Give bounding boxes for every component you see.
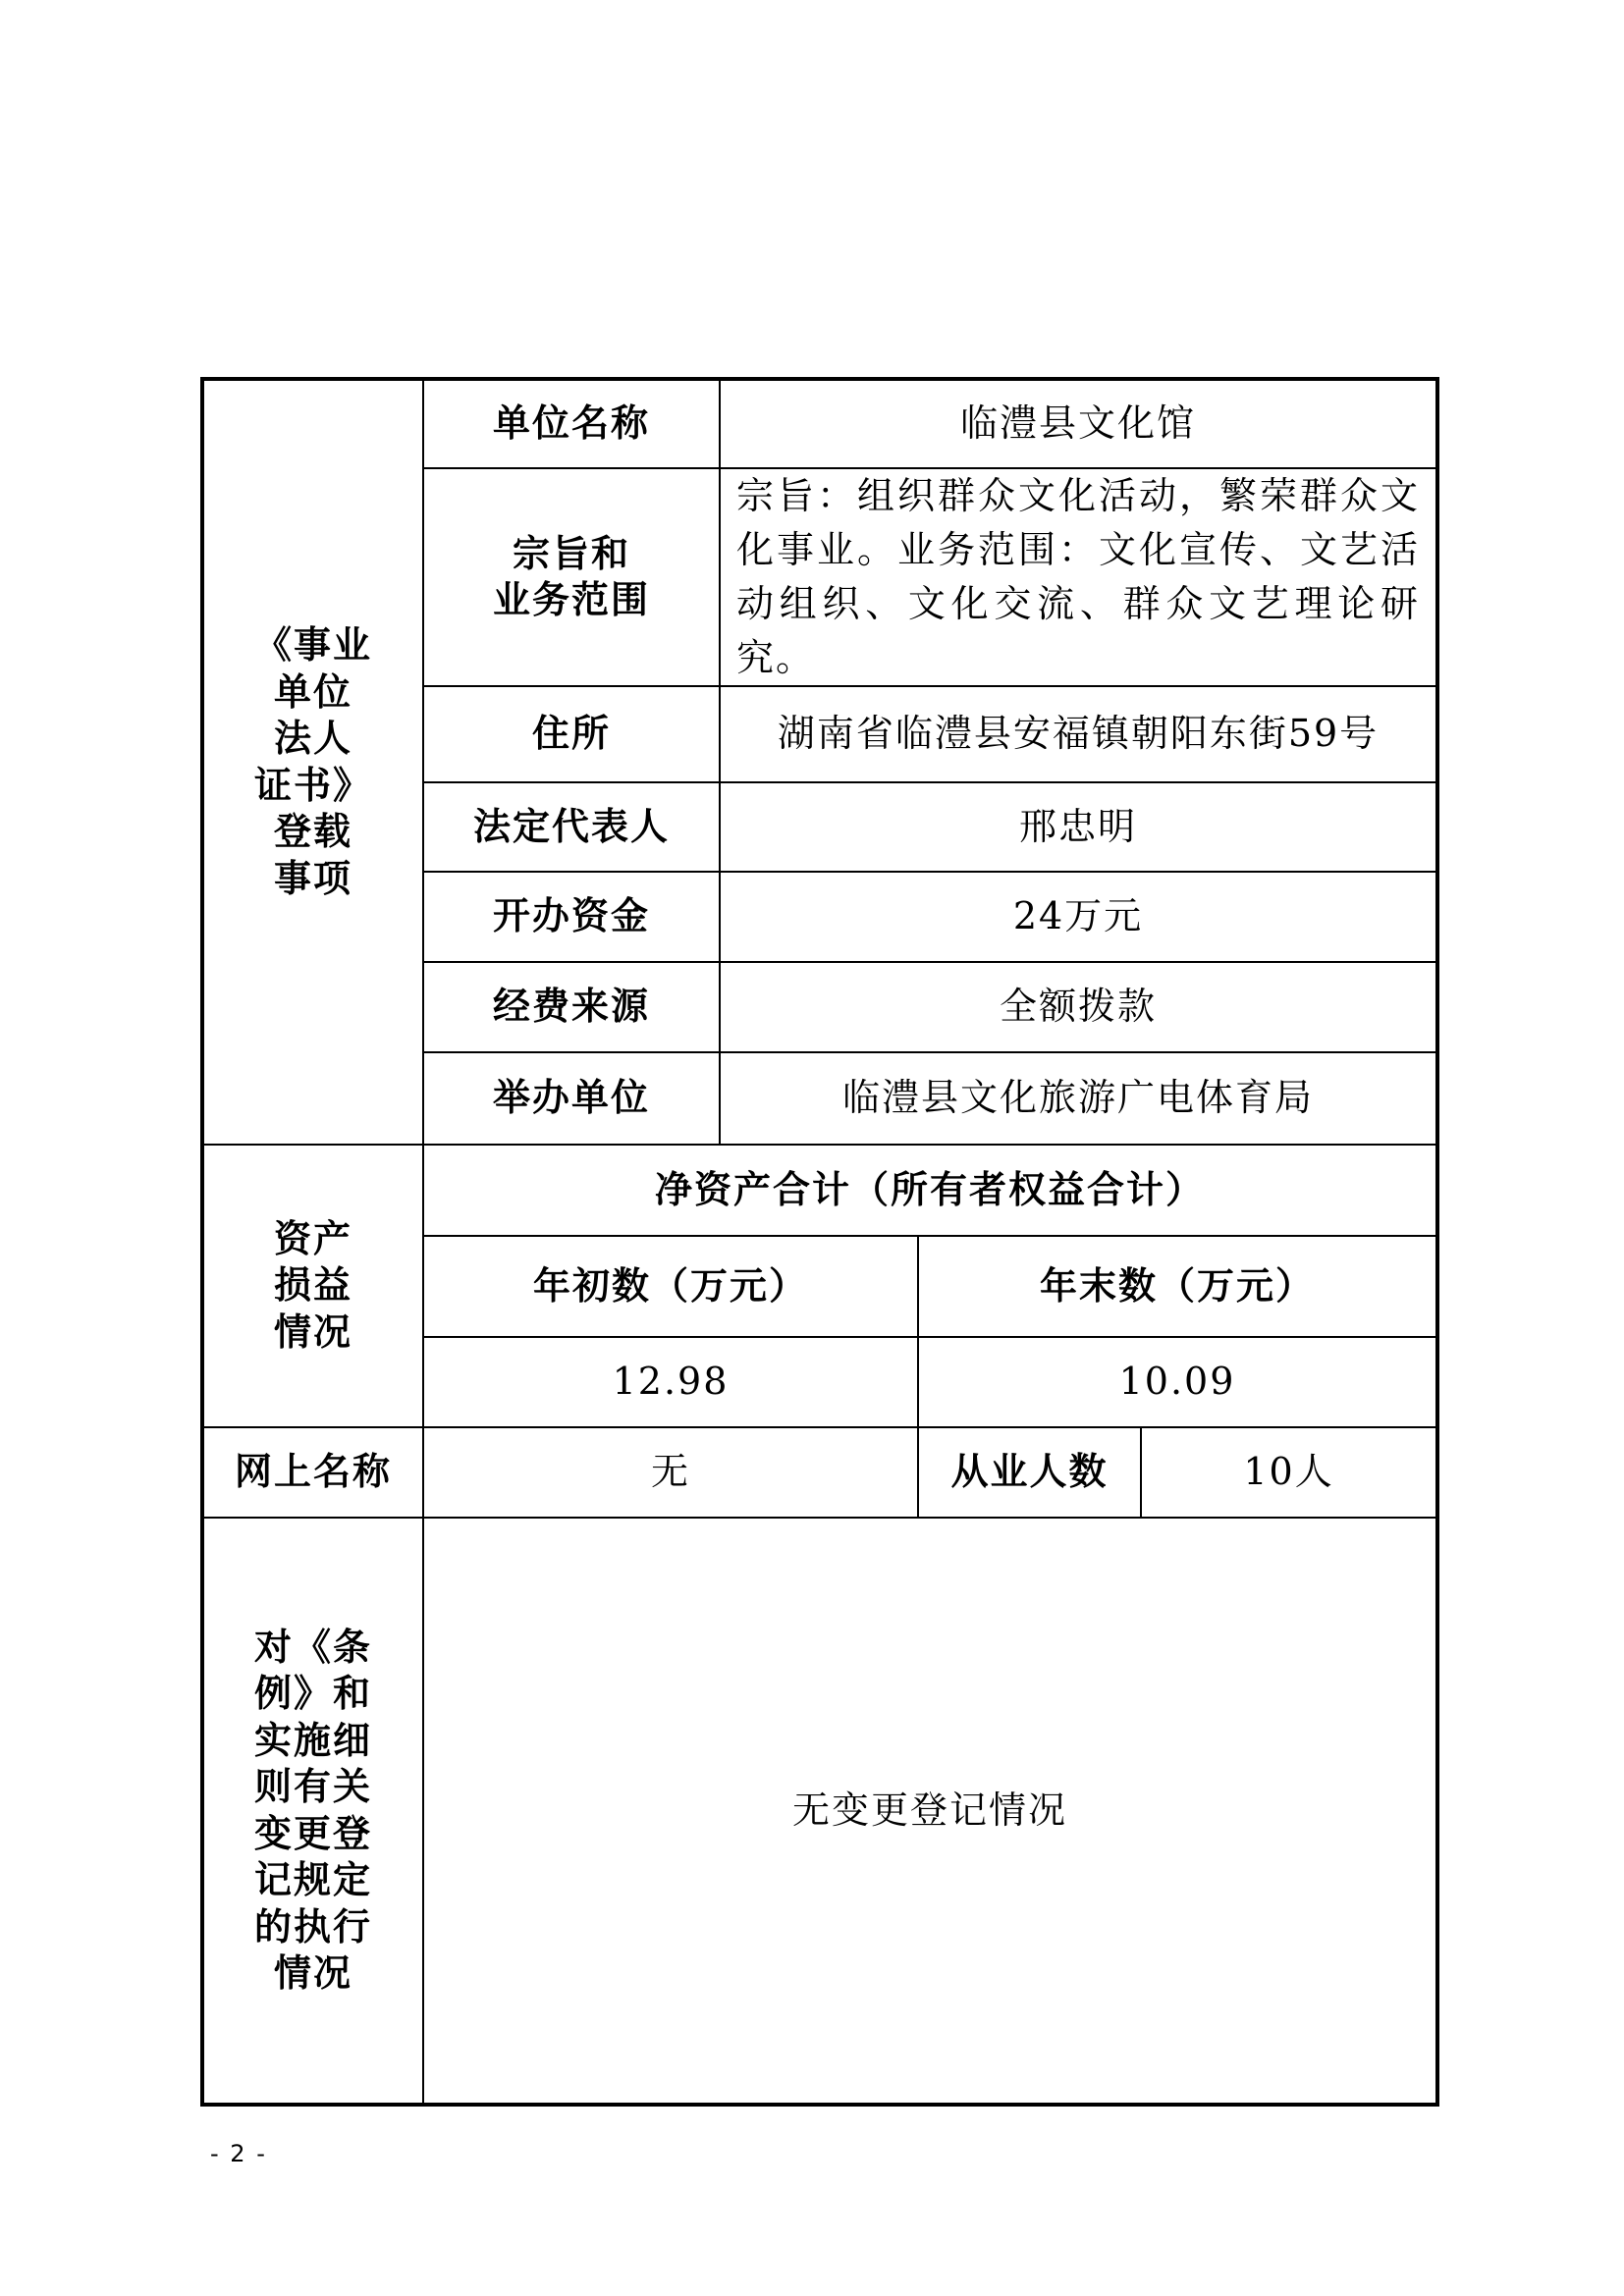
legal-representative-value: 邢忠明 xyxy=(720,782,1437,872)
compliance-value: 无变更登记情况 xyxy=(423,1518,1437,2105)
sponsor-label: 举办单位 xyxy=(423,1052,720,1145)
net-assets-header: 净资产合计（所有者权益合计） xyxy=(423,1145,1437,1236)
compliance-section-label: 对《条 例》和 实施细 则有关 变更登 记规定 的执行 情况 xyxy=(202,1518,423,2105)
funding-source-value: 全额拨款 xyxy=(720,962,1437,1052)
row-net-assets-header xyxy=(202,1145,1437,1236)
purpose-value: 宗旨：组织群众文化活动，繁荣群众文化事业。业务范围：文化宣传、文艺活动组织、文化交流、群众文艺理论研究。 xyxy=(720,468,1437,686)
row-compliance xyxy=(202,1518,1437,2105)
online-name-label: 网上名称 xyxy=(202,1427,423,1518)
legal-representative-label: 法定代表人 xyxy=(423,782,720,872)
address-value: 湖南省临澧县安福镇朝阳东街59号 xyxy=(720,686,1437,782)
funding-source-label: 经费来源 xyxy=(423,962,720,1052)
address-label: 住所 xyxy=(423,686,720,782)
purpose-label: 宗旨和 业务范围 xyxy=(423,468,720,686)
row-unit-name xyxy=(202,379,1437,468)
year-begin-label: 年初数（万元） xyxy=(423,1236,918,1337)
unit-name-value: 临澧县文化馆 xyxy=(720,379,1437,468)
staff-count-value: 10人 xyxy=(1141,1427,1437,1518)
registration-report-table xyxy=(200,377,1439,2107)
page-number: - 2 - xyxy=(210,2140,267,2167)
assets-section-label: 资产 损益 情况 xyxy=(202,1145,423,1427)
online-name-value: 无 xyxy=(423,1427,918,1518)
year-begin-value: 12.98 xyxy=(423,1337,918,1427)
sponsor-value: 临澧县文化旅游广电体育局 xyxy=(720,1052,1437,1145)
year-end-value: 10.09 xyxy=(918,1337,1437,1427)
registration-section-label: 《事业 单位 法人 证书》 登载 事项 xyxy=(202,379,423,1145)
unit-name-label: 单位名称 xyxy=(423,379,720,468)
year-end-label: 年末数（万元） xyxy=(918,1236,1437,1337)
start-funds-label: 开办资金 xyxy=(423,872,720,962)
row-online-name-staff xyxy=(202,1427,1437,1518)
staff-count-label: 从业人数 xyxy=(918,1427,1141,1518)
start-funds-value: 24万元 xyxy=(720,872,1437,962)
